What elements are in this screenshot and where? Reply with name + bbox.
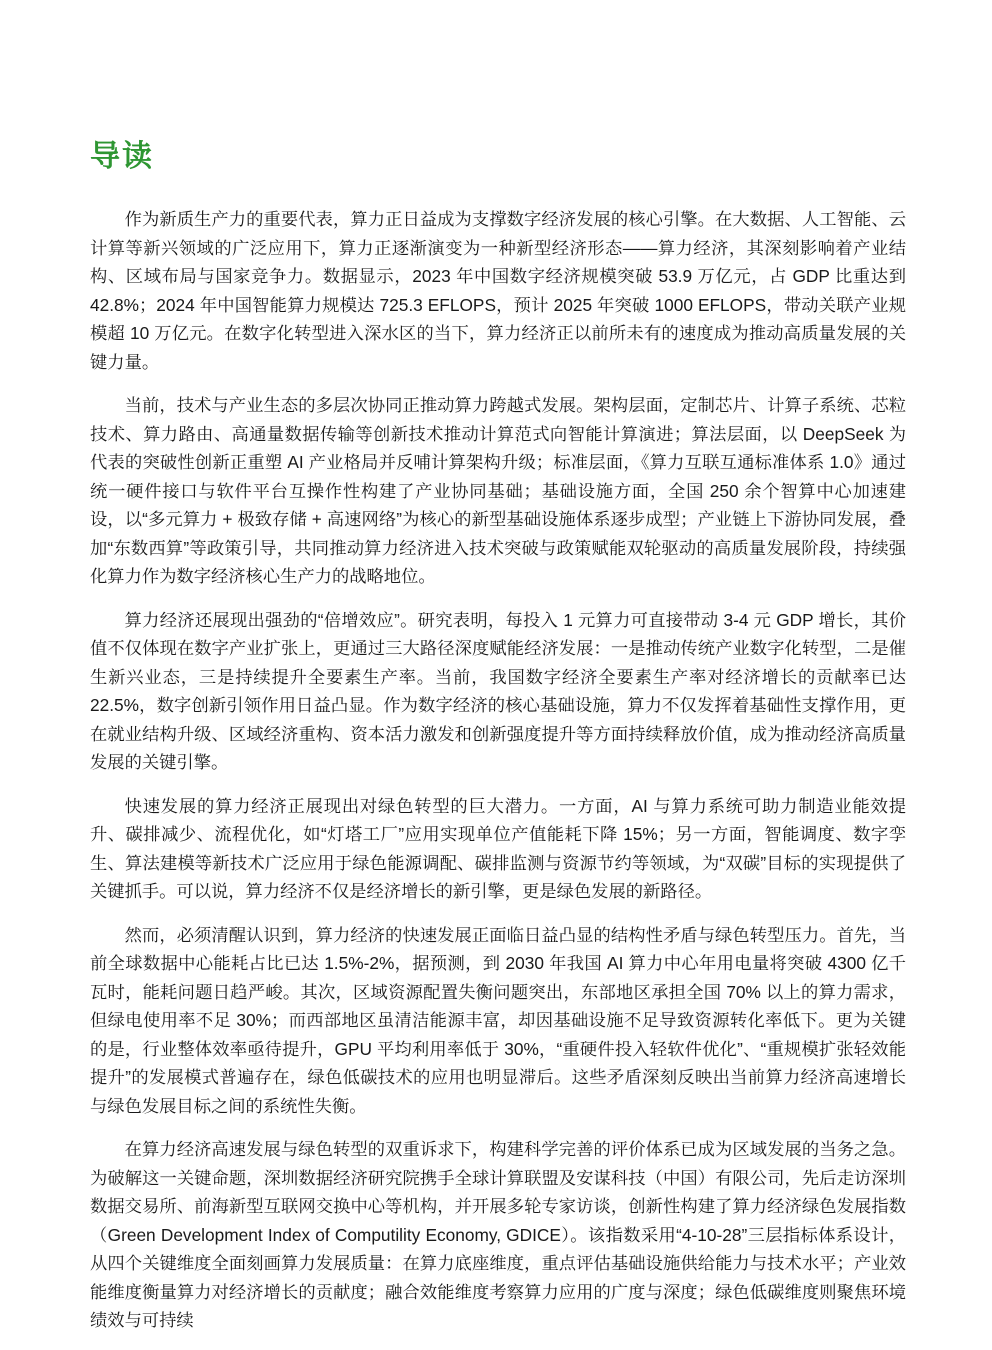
- paragraph: 在算力经济高速发展与绿色转型的双重诉求下，构建科学完善的评价体系已成为区域发展的当务之急。为破解这一关键命题，深圳数据经济研究院携手全球计算联盟及安谋科技（中国）有限公司，先后走访深圳数据交易所、前海新型互联网交换中心等机构，并开展多轮专家访谈，创新性构建了算力经济绿色发展指数（Green Development Index of Computility Economy, GDICE）。该指数采用“4-10-28”三层指标体系设计，从四个关键维度全面刻画算力发展质量：在算力底座维度，重点评估基础设施供给能力与技术水平；产业效能维度衡量算力对经济增长的贡献度；融合效能维度考察算力应用的广度与深度；绿色低碳维度则聚焦环境绩效与可持续: [90, 1139, 906, 1330]
- paragraph: 然而，必须清醒认识到，算力经济的快速发展正面临日益凸显的结构性矛盾与绿色转型压力。首先，当前全球数据中心能耗占比已达 1.5%-2%，据预测，到 2030 年我国 AI 算力中心年用电量将突破 4300 亿千瓦时，能耗问题日趋严峻。其次，区域资源配置失衡问题突出，东部地区承担全国 70% 以上的算力需求，但绿电使用率不足 30%；而西部地区虽清洁能源丰富，却因基础设施不足导致资源转化率低下。更为关键的是，行业整体效率亟待提升，GPU 平均利用率低于 30%，“重硬件投入轻软件优化”、“重规模扩张轻效能提升”的发展模式普遍存在，绿色低碳技术的应用也明显滞后。这些矛盾深刻反映出当前算力经济高速增长与绿色发展目标之间的系统性失衡。: [90, 924, 906, 1116]
- paragraph: 当前，技术与产业生态的多层次协同正推动算力跨越式发展。架构层面，定制芯片、计算子系统、芯粒技术、算力路由、高通量数据传输等创新技术推动计算范式向智能计算演进；算法层面，以 DeepSeek 为代表的突破性创新正重塑 AI 产业格局并反哺计算架构升级；标准层面，《算力互联互通标准体系 1.0》通过统一硬件接口与软件平台互操作性构建了产业协同基础；基础设施方面，全国 250 余个智算中心加速建设，以“多元算力 + 极致存储 + 高速网络”为核心的新型基础设施体系逐步成型；产业链上下游协同发展，叠加“东数西算”等政策引导，共同推动算力经济进入技术突破与政策赋能双轮驱动的高质量发展阶段，持续强化算力作为数字经济核心生产力的战略地位。: [90, 395, 906, 586]
- page-title: 导读: [90, 140, 154, 173]
- body-text: [90, 205, 906, 1335]
- document-page: [90, 140, 906, 1350]
- paragraph: 算力经济还展现出强劲的“倍增效应”。研究表明，每投入 1 元算力可直接带动 3-4 元 GDP 增长，其价值不仅体现在数字产业扩张上，更通过三大路径深度赋能经济发展：一是推动传统产业数字化转型，二是催生新兴业态，三是持续提升全要素生产率。当前，我国数字经济全要素生产率对经济增长的贡献率已达 22.5%，数字创新引领作用日益凸显。作为数字经济的核心基础设施，算力不仅发挥着基础性支撑作用，更在就业结构升级、区域经济重构、资本活力激发和创新强度提升等方面持续释放价值，成为推动经济高质量发展的关键引擎。: [90, 609, 906, 772]
- paragraph: 快速发展的算力经济正展现出对绿色转型的巨大潜力。一方面，AI 与算力系统可助力制造业能效提升、碳排减少、流程优化，如“灯塔工厂”应用实现单位产值能耗下降 15%；另一方面，智能调度、数字孪生、算法建模等新技术广泛应用于绿色能源调配、碳排监测与资源节约等领域，为“双碳”目标的实现提供了关键抓手。可以说，算力经济不仅是经济增长的新引擎，更是绿色发展的新路径。: [90, 795, 906, 901]
- paragraph: 作为新质生产力的重要代表，算力正日益成为支撑数字经济发展的核心引擎。在大数据、人工智能、云计算等新兴领域的广泛应用下，算力正逐渐演变为一种新型经济形态——算力经济，其深刻影响着产业结构、区域布局与国家竞争力。数据显示，2023 年中国数字经济规模突破 53.9 万亿元，占 GDP 比重达到 42.8%；2024 年中国智能算力规模达 725.3 EFLOPS，预计 2025 年突破 1000 EFLOPS，带动关联产业规模超 10 万亿元。在数字化转型进入深水区的当下，算力经济正以前所未有的速度成为推动高质量发展的关键力量。: [90, 209, 906, 372]
